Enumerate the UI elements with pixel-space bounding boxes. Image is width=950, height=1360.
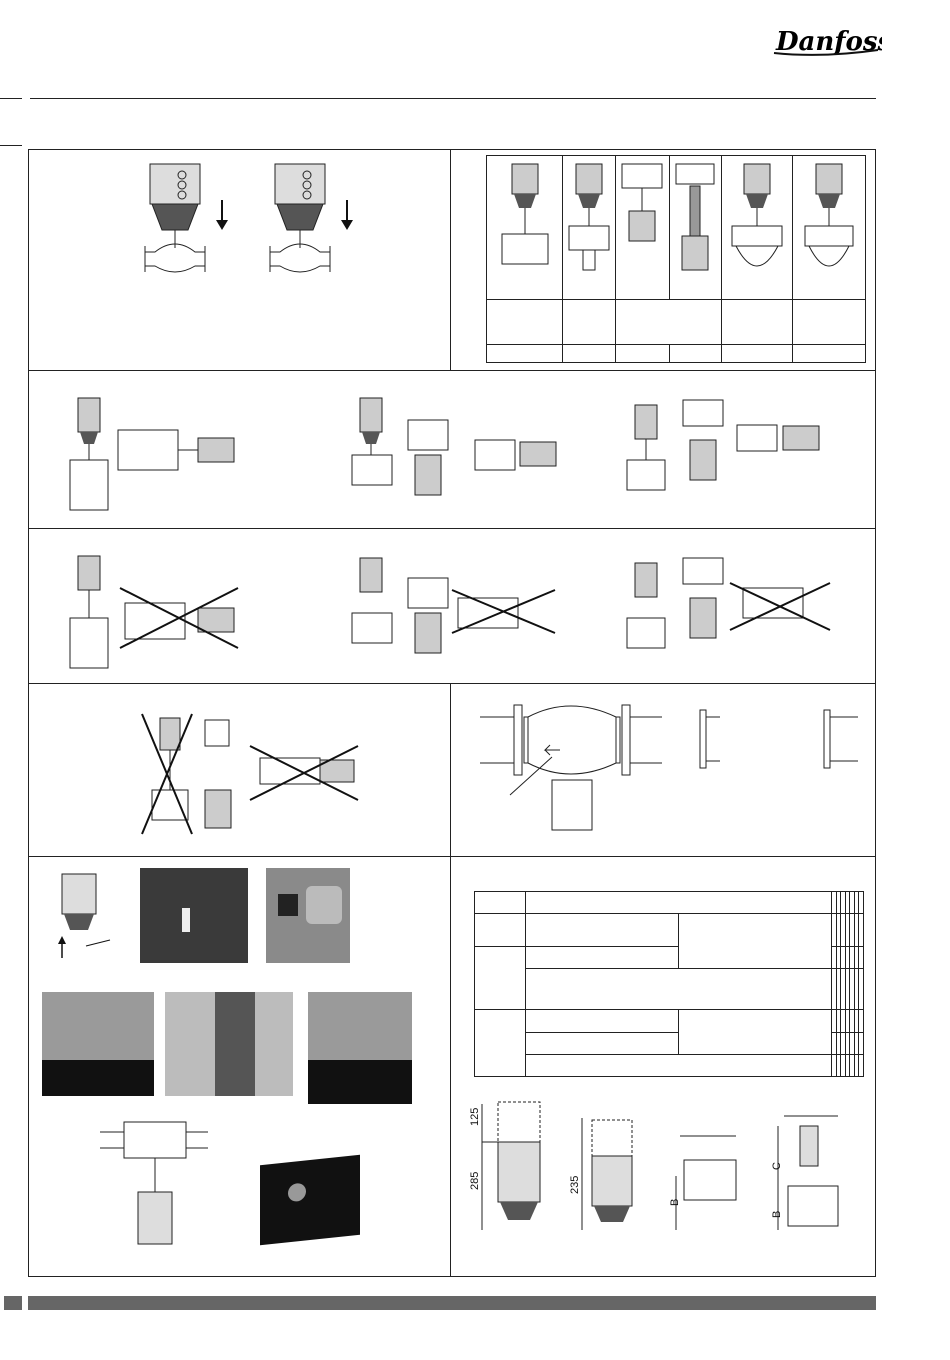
table-cell [859, 947, 864, 969]
dimensions-table [474, 891, 864, 1077]
table-cell [793, 300, 866, 345]
table-cell [526, 947, 679, 969]
dim-label-height-2: 235 [569, 1175, 581, 1194]
table-cell-drawing [722, 156, 793, 300]
table-cell [670, 345, 722, 363]
actuator-drawing [563, 156, 615, 294]
table-cell-drawing [793, 156, 866, 300]
valve-drawing [70, 556, 234, 668]
actuator-dimension-drawing [569, 1118, 632, 1230]
header-rule [30, 98, 876, 99]
actuator-drawing [270, 164, 353, 272]
valve-drawing [352, 398, 556, 495]
table-cell [679, 1009, 832, 1054]
row-divider-2 [28, 528, 876, 529]
table-cell [526, 892, 832, 914]
table-cell-drawing [616, 156, 670, 300]
photo-manual-override [266, 868, 350, 963]
table-cell [563, 300, 616, 345]
valve-dimension-drawing [771, 1116, 838, 1230]
actuator-drawing [793, 156, 865, 294]
table-cell [487, 300, 563, 345]
dim-label-b-2: B [771, 1210, 783, 1218]
dim-label-c: C [771, 1162, 783, 1170]
footer-marker [4, 1296, 22, 1310]
mounting-direction-drawing [130, 160, 370, 280]
table-cell [475, 892, 526, 914]
allowed-positions-drawing [40, 380, 870, 520]
actuator-drawing [722, 156, 792, 294]
valve-drawing [70, 398, 234, 510]
table-cell [859, 1009, 864, 1032]
col-divider-2 [450, 683, 451, 1277]
photo-wrench [165, 992, 293, 1096]
manual-override-drawing [50, 868, 120, 958]
table-cell [859, 969, 864, 1009]
valve-drawing [627, 400, 819, 490]
valve-drawing [145, 244, 205, 272]
actuator-dimension-drawing [469, 1102, 540, 1230]
table-cell-drawing [487, 156, 563, 300]
actuator-drawing [487, 156, 562, 294]
table-cell-drawing [670, 156, 722, 300]
section-rule-left [0, 145, 22, 146]
row-divider-1 [28, 370, 876, 371]
table-cell [859, 1032, 864, 1054]
flange-drawing [470, 695, 870, 850]
table-cell [526, 914, 679, 947]
table-cell-drawing [563, 156, 616, 300]
table-cell [487, 345, 563, 363]
actuator-drawing [150, 164, 200, 248]
valve-compatibility-table [486, 155, 866, 363]
logo-mark [772, 20, 882, 60]
footer-bar [28, 1296, 876, 1310]
dim-label-height-1: 285 [469, 1171, 481, 1190]
forbidden-positions-drawing [40, 538, 870, 678]
table-cell [526, 1054, 832, 1076]
table-cell [616, 300, 722, 345]
valve-drawing [670, 156, 721, 294]
photo-actuator-slot [140, 868, 248, 963]
row-divider-4 [28, 856, 876, 857]
table-cell [859, 1054, 864, 1076]
header-rule-left [0, 98, 22, 99]
table-cell [475, 947, 526, 1009]
photo-actuator-cap [260, 1155, 360, 1246]
dim-label-b: B [669, 1198, 681, 1206]
table-cell [679, 914, 832, 969]
valve-drawing [100, 1112, 210, 1252]
table-cell [793, 345, 866, 363]
valve-drawing [616, 156, 669, 294]
table-cell [616, 345, 670, 363]
photo-hand-tool [42, 992, 154, 1096]
table-cell [475, 1009, 526, 1076]
table-cell [475, 914, 526, 947]
logo-text: Danfoss [776, 27, 882, 57]
table-cell [563, 345, 616, 363]
table-cell [526, 1032, 679, 1054]
photo-hand-tool-2 [308, 992, 412, 1104]
dim-label-top: 125 [469, 1107, 481, 1126]
col-divider-1 [450, 149, 451, 370]
cross-out-icon [730, 583, 830, 630]
table-cell [526, 969, 832, 1009]
cross-out-icon [452, 590, 555, 633]
table-cell [722, 300, 793, 345]
valve-dimension-drawing [669, 1136, 736, 1230]
valve-drawing [352, 558, 555, 653]
table-cell [859, 892, 864, 914]
brand-logo [772, 20, 882, 60]
valve-drawing [627, 558, 830, 648]
dimension-drawings [468, 1090, 868, 1250]
table-cell [859, 914, 864, 947]
table-cell [722, 345, 793, 363]
arrow-down-icon [216, 200, 228, 230]
table-cell [526, 1009, 679, 1032]
row-divider-3 [28, 683, 876, 684]
forbidden-hanging-drawing [130, 710, 370, 850]
